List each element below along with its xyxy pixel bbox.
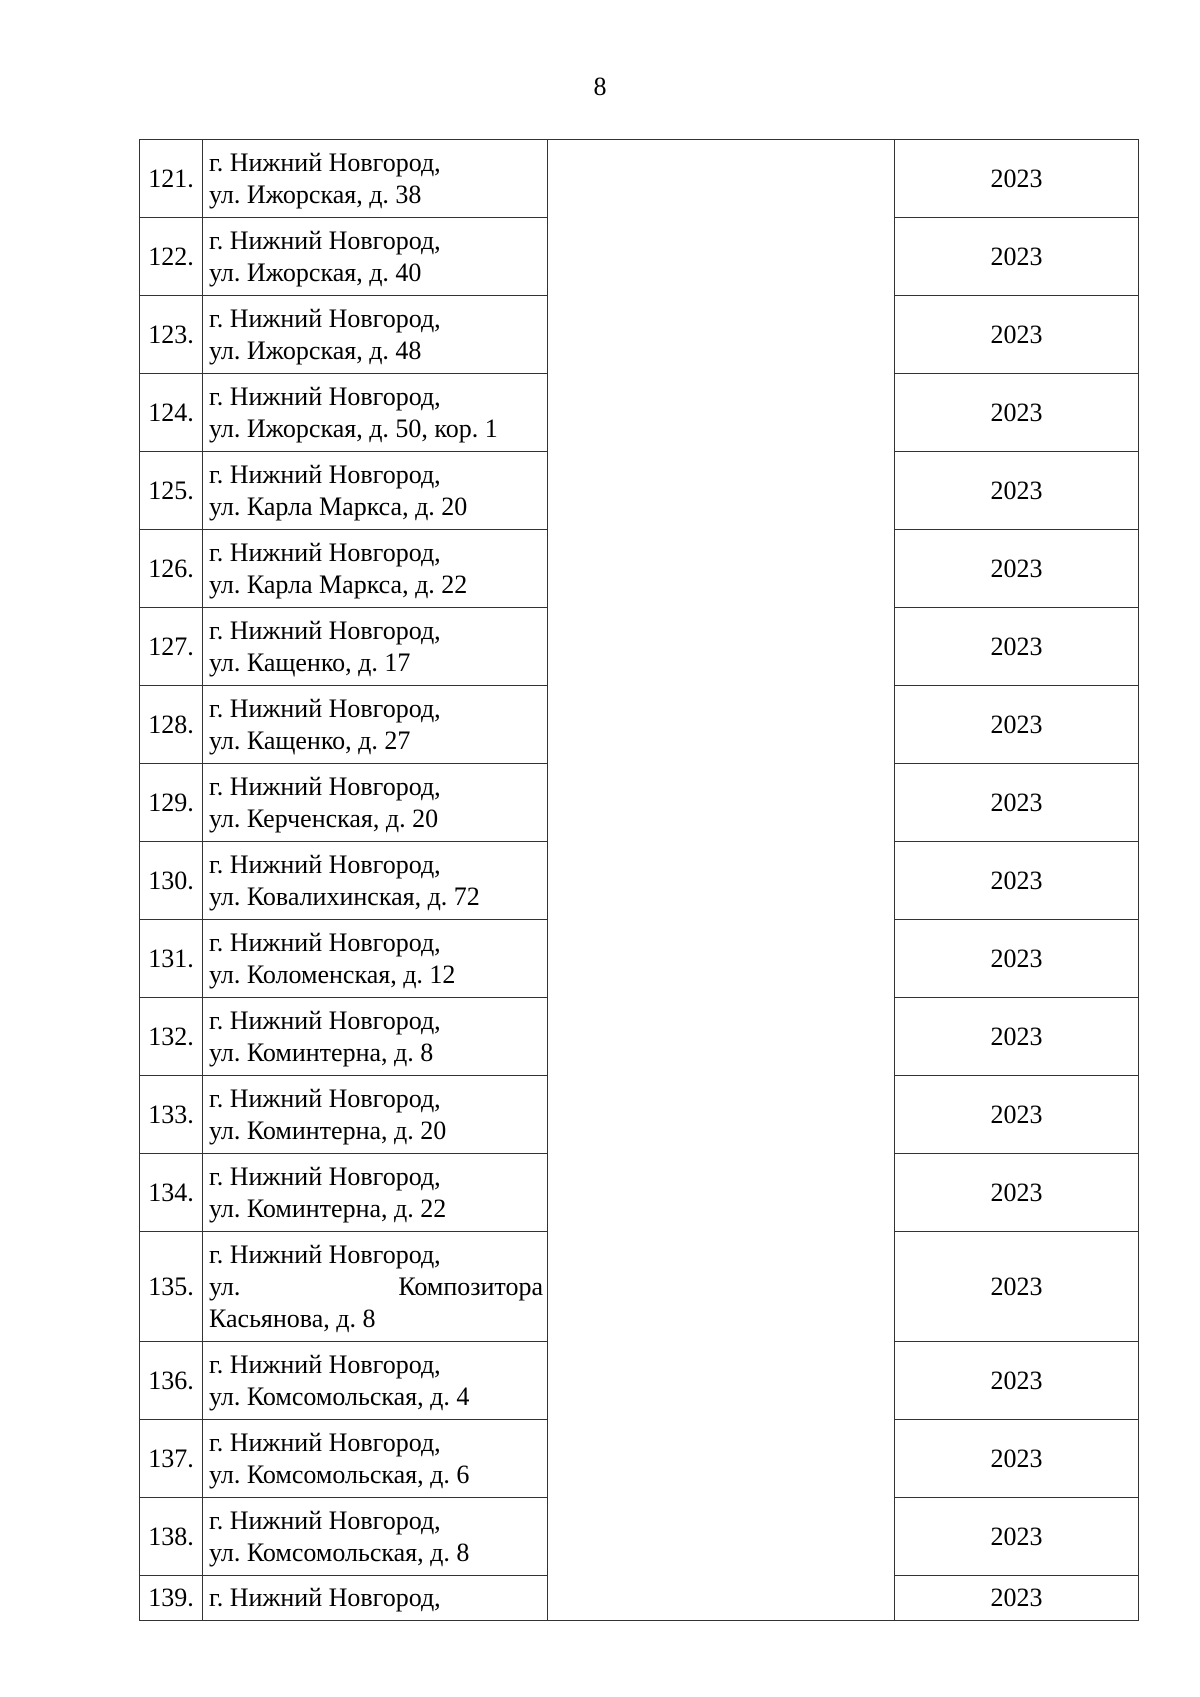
row-number: 134. bbox=[140, 1154, 203, 1232]
row-number: 137. bbox=[140, 1420, 203, 1498]
year-cell: 2023 bbox=[895, 452, 1139, 530]
year-cell: 2023 bbox=[895, 1342, 1139, 1420]
year-cell: 2023 bbox=[895, 1154, 1139, 1232]
year-cell: 2023 bbox=[895, 842, 1139, 920]
address-cell bbox=[203, 998, 548, 1076]
address-cell bbox=[203, 140, 548, 218]
address-city: г. Нижний Новгород, bbox=[209, 927, 441, 957]
row-number: 122. bbox=[140, 218, 203, 296]
address-city: г. Нижний Новгород, bbox=[209, 1349, 441, 1379]
row-number: 131. bbox=[140, 920, 203, 998]
address-city: г. Нижний Новгород, bbox=[209, 537, 441, 567]
address-city: г. Нижний Новгород, bbox=[209, 771, 441, 801]
address-cell bbox=[203, 530, 548, 608]
year-cell: 2023 bbox=[895, 140, 1139, 218]
address-cell bbox=[203, 764, 548, 842]
address-cell bbox=[203, 1076, 548, 1154]
address-city: г. Нижний Новгород, bbox=[209, 693, 441, 723]
address-street: ул. Кащенко, д. 27 bbox=[209, 725, 411, 755]
address-table bbox=[139, 139, 1139, 1621]
address-cell bbox=[203, 842, 548, 920]
year-cell: 2023 bbox=[895, 374, 1139, 452]
address-cell bbox=[203, 374, 548, 452]
address-street: ул. Коминтерна, д. 22 bbox=[209, 1193, 447, 1223]
row-number: 123. bbox=[140, 296, 203, 374]
address-street: Касьянова, д. 8 bbox=[209, 1303, 376, 1333]
address-street: ул. Ижорская, д. 38 bbox=[209, 179, 422, 209]
address-street: ул. Коминтерна, д. 20 bbox=[209, 1115, 447, 1145]
address-cell bbox=[203, 1498, 548, 1576]
address-street: ул. Кащенко, д. 17 bbox=[209, 647, 411, 677]
row-number: 129. bbox=[140, 764, 203, 842]
address-cell bbox=[203, 296, 548, 374]
year-cell: 2023 bbox=[895, 1498, 1139, 1576]
address-cell bbox=[203, 1576, 548, 1621]
empty-merged-cell bbox=[548, 140, 895, 1621]
year-cell: 2023 bbox=[895, 1232, 1139, 1342]
row-number: 128. bbox=[140, 686, 203, 764]
row-number: 127. bbox=[140, 608, 203, 686]
address-cell bbox=[203, 1154, 548, 1232]
address-street-prefix bbox=[209, 1271, 543, 1303]
address-city: г. Нижний Новгород, bbox=[209, 1083, 441, 1113]
address-city: г. Нижний Новгород, bbox=[209, 1505, 441, 1535]
address-cell bbox=[203, 608, 548, 686]
address-street: ул. Коломенская, д. 12 bbox=[209, 959, 456, 989]
address-street: ул. Ижорская, д. 50, кор. 1 bbox=[209, 413, 498, 443]
year-cell: 2023 bbox=[895, 764, 1139, 842]
year-cell: 2023 bbox=[895, 530, 1139, 608]
row-number: 125. bbox=[140, 452, 203, 530]
address-street: ул. Комсомольская, д. 8 bbox=[209, 1537, 470, 1567]
address-city: г. Нижний Новгород, bbox=[209, 1427, 441, 1457]
row-number: 132. bbox=[140, 998, 203, 1076]
year-cell: 2023 bbox=[895, 686, 1139, 764]
row-number: 126. bbox=[140, 530, 203, 608]
address-cell bbox=[203, 452, 548, 530]
address-street: ул. Ковалихинская, д. 72 bbox=[209, 881, 480, 911]
year-cell: 2023 bbox=[895, 296, 1139, 374]
year-cell: 2023 bbox=[895, 920, 1139, 998]
row-number: 133. bbox=[140, 1076, 203, 1154]
year-cell: 2023 bbox=[895, 608, 1139, 686]
address-city: г. Нижний Новгород, bbox=[209, 147, 441, 177]
address-street: ул. Карла Маркса, д. 20 bbox=[209, 491, 468, 521]
year-cell: 2023 bbox=[895, 1076, 1139, 1154]
address-city: г. Нижний Новгород, bbox=[209, 849, 441, 879]
year-cell: 2023 bbox=[895, 1576, 1139, 1621]
row-number: 130. bbox=[140, 842, 203, 920]
address-cell bbox=[203, 1420, 548, 1498]
row-number: 135. bbox=[140, 1232, 203, 1342]
page-number: 8 bbox=[593, 72, 607, 101]
street-name-part: Композитора bbox=[398, 1271, 543, 1301]
address-cell bbox=[203, 1232, 548, 1342]
row-number: 139. bbox=[140, 1576, 203, 1621]
row-number: 136. bbox=[140, 1342, 203, 1420]
address-city: г. Нижний Новгород, bbox=[209, 1161, 441, 1191]
address-street: ул. Коминтерна, д. 8 bbox=[209, 1037, 434, 1067]
year-cell: 2023 bbox=[895, 218, 1139, 296]
address-city: г. Нижний Новгород, bbox=[209, 225, 441, 255]
address-cell bbox=[203, 218, 548, 296]
address-city: г. Нижний Новгород, bbox=[209, 381, 441, 411]
address-street: ул. Керченская, д. 20 bbox=[209, 803, 439, 833]
address-street: ул. Комсомольская, д. 6 bbox=[209, 1459, 470, 1489]
street-type: ул. bbox=[209, 1271, 241, 1301]
year-cell: 2023 bbox=[895, 998, 1139, 1076]
address-city: г. Нижний Новгород, bbox=[209, 459, 441, 489]
address-city: г. Нижний Новгород, bbox=[209, 1583, 441, 1612]
address-cell bbox=[203, 686, 548, 764]
row-number: 138. bbox=[140, 1498, 203, 1576]
address-city: г. Нижний Новгород, bbox=[209, 1239, 441, 1269]
address-street: ул. Ижорская, д. 40 bbox=[209, 257, 422, 287]
address-cell bbox=[203, 1342, 548, 1420]
row-number: 121. bbox=[140, 140, 203, 218]
address-street: ул. Ижорская, д. 48 bbox=[209, 335, 422, 365]
address-street: ул. Карла Маркса, д. 22 bbox=[209, 569, 468, 599]
address-street: ул. Комсомольская, д. 4 bbox=[209, 1381, 470, 1411]
address-city: г. Нижний Новгород, bbox=[209, 615, 441, 645]
year-cell: 2023 bbox=[895, 1420, 1139, 1498]
row-number: 124. bbox=[140, 374, 203, 452]
address-city: г. Нижний Новгород, bbox=[209, 303, 441, 333]
table-row bbox=[140, 140, 1139, 218]
address-city: г. Нижний Новгород, bbox=[209, 1005, 441, 1035]
address-cell bbox=[203, 920, 548, 998]
